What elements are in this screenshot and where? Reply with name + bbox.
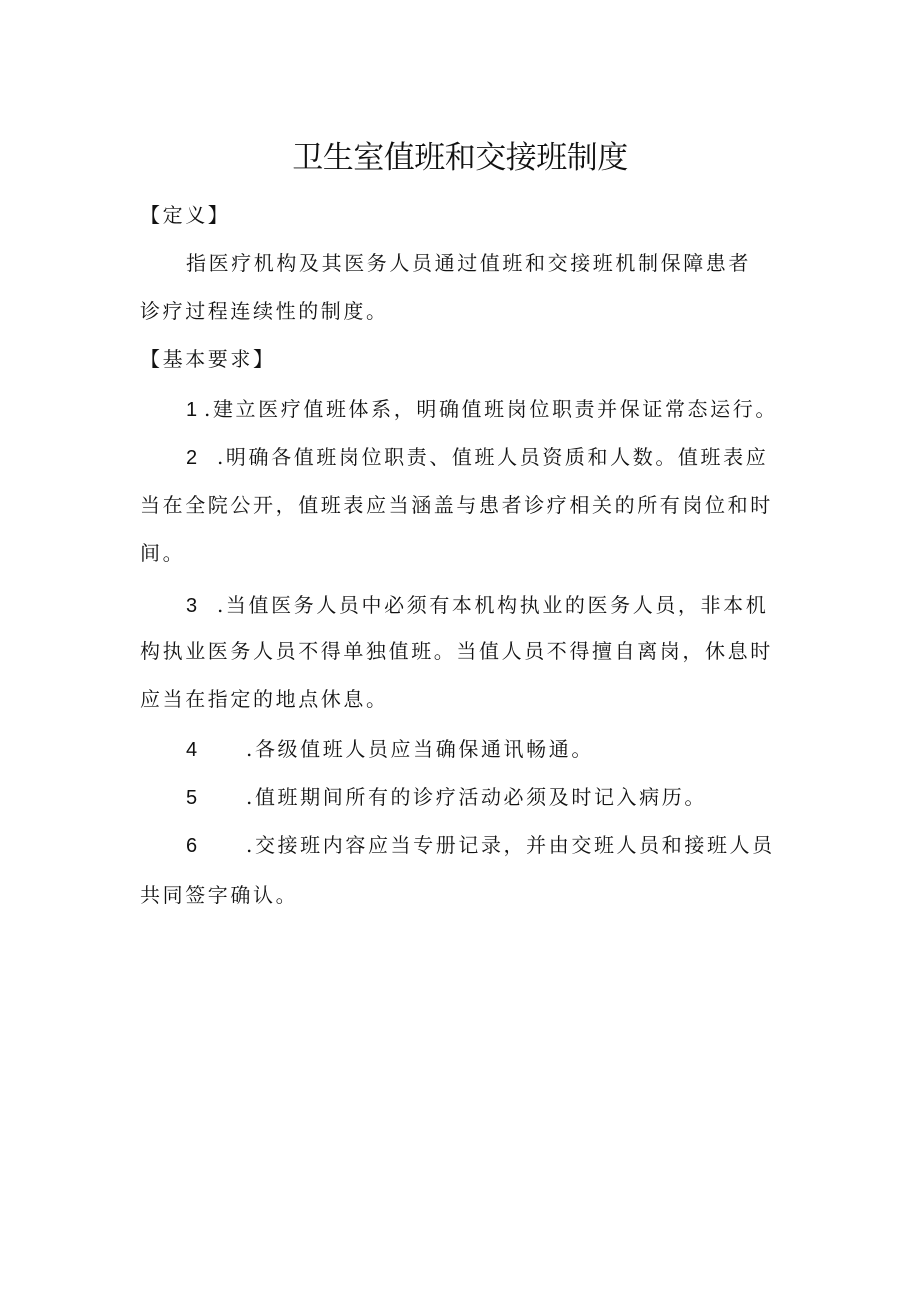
item-number: 6 [186, 835, 198, 857]
item-text-line: .各级值班人员应当确保通讯畅通。 [246, 737, 594, 761]
item-text-line: .当值医务人员中必须有本机构执业的医务人员，非本机 [208, 593, 769, 617]
requirements-heading: 【基本要求】 [140, 347, 276, 371]
definition-heading: 【定义】 [140, 203, 231, 227]
requirement-item-4 [186, 734, 594, 765]
item-3-continuation-2: 应当在指定的地点休息。 [140, 687, 389, 711]
requirement-item-5 [186, 782, 707, 813]
item-number: 2 [186, 447, 198, 469]
item-text-line: .建立医疗值班体系，明确值班岗位职责并保证常态运行。 [204, 397, 778, 421]
item-3-continuation-1: 构执业医务人员不得单独值班。当值人员不得擅自离岗，休息时 [140, 639, 773, 663]
item-6-continuation-1: 共同签字确认。 [140, 883, 299, 907]
requirement-item-3 [186, 590, 768, 621]
item-number: 1 [186, 399, 198, 421]
item-text-line: .值班期间所有的诊疗活动必须及时记入病历。 [246, 785, 707, 809]
item-text-line: .交接班内容应当专册记录，并由交班人员和接班人员 [246, 833, 775, 857]
requirement-item-6 [186, 830, 775, 861]
item-text-line: .明确各值班岗位职责、值班人员资质和人数。值班表应 [208, 445, 769, 469]
document-title: 卫生室值班和交接班制度 [292, 140, 628, 176]
requirement-item-2 [186, 442, 768, 473]
requirement-item-1 [186, 394, 778, 425]
item-2-continuation-2: 间。 [140, 541, 186, 565]
item-number: 4 [186, 739, 198, 761]
definition-text-line-1: 指医疗机构及其医务人员通过值班和交接班机制保障患者 [186, 251, 751, 275]
definition-text-line-2: 诊疗过程连续性的制度。 [140, 299, 389, 323]
item-number: 5 [186, 787, 198, 809]
item-2-continuation-1: 当在全院公开，值班表应当涵盖与患者诊疗相关的所有岗位和时 [140, 493, 773, 517]
item-number: 3 [186, 595, 198, 617]
